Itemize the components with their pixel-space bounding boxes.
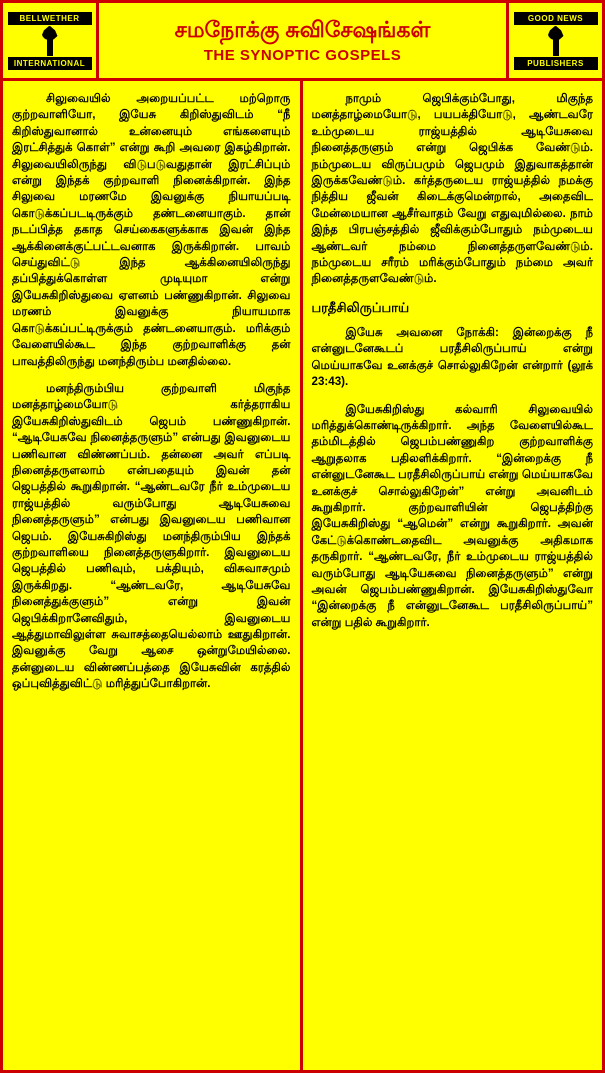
goodnews-name-band: GOOD NEWS	[514, 12, 598, 25]
page-title	[99, 3, 506, 78]
paragraph: இயேசுகிறிஸ்து கல்வாரி சிலுவையில் மரித்துக்கொண்டிருக்கிறார். அந்த வேளையில்கூட தம்மிடத்தில் ஜெபம்பண்ணுகிற குற்றவாளிக்கு ஆறுதலாக பதிலளிக்கிறார். “இன்றைக்கு நீ என்னுடனேகூட பரதீசிலிருப்பாய் என்று மெய்யாகவே உனக்குச் சொல்லுகிறேன்” என்று அவனிடம் கூறுகிறார். குற்றவாளியின் ஜெபத்திற்கு இயேசுகிறிஸ்து “ஆமென்” என்று கூறுகிறார். அவன் கேட்டுக்கொண்டதைவிட அவனுக்கு அதிகமாக தருகிறார். “ஆண்டவரே, நீர் உம்முடைய ராஜ்யத்தில் வரும்போது ஆடியேசுவை நினைத்தருளும்” என்று அவன் ஜெபம்பண்ணுகிறான். இயேசுகிறிஸ்துவோ “இன்றைக்கு நீ என்னுடனேகூட பரதீசிலிருப்பாய்” என்று பதில் கூறுகிறார்.	[311, 402, 593, 629]
publisher-logo-left	[3, 3, 99, 78]
bellwether-sub-band: INTERNATIONAL	[8, 57, 92, 70]
section-subheading: பரதீசிலிருப்பாய்	[311, 299, 410, 315]
title-tamil: சமநோக்கு சுவிசேஷங்கள்	[174, 17, 431, 42]
torch-emblem-icon	[543, 26, 569, 56]
right-column	[303, 81, 603, 1070]
article-body	[3, 81, 602, 1070]
title-english: THE SYNOPTIC GOSPELS	[203, 47, 402, 64]
paragraph: நாமும் ஜெபிக்கும்போது, மிகுந்த மனத்தாழ்மையோடு, பயபக்தியோடு, ஆண்டவரே உம்முடைய ராஜ்யத்தில் ஆடியேசுவை நினைத்தருளும் என்று ஜெபிக்க வேண்டும். நம்முடைய விருப்பமும் ஜெபமும் இதுவாகத்தான் இருக்கவேண்டும். கர்த்தருடைய ராஜ்யத்தில் நமக்கு நித்திய ஜீவன் கிடைக்குமென்றால், அதைவிட மேன்மையான ஆசீர்வாதம் வேறு எதுவுமில்லை. நாம் இந்த பிரபஞ்சத்தில் ஜீவிக்கும்போதும் நம்முடைய ஆண்டவர் நம்மை நினைத்தருளவேண்டும். நம்முடைய சரீரம் மரிக்கும்போதும் நம்மை அவர் நினைத்தருளவேண்டும்.	[311, 92, 593, 286]
torch-emblem-icon	[37, 26, 63, 56]
left-column	[3, 81, 303, 1070]
scripture-verse: இயேசு அவனை நோக்கி: இன்றைக்கு நீ என்னுடனேகூடப் பரதீசிலிருப்பாய் என்று மெய்யாகவே உனக்குச் சொல்லுகிறேன் என்றார் (லூக் 23:43).	[311, 325, 593, 389]
publisher-logo-right	[506, 3, 602, 78]
bellwether-name-band: BELLWETHER	[8, 12, 92, 25]
paragraph: மனந்திரும்பிய குற்றவாளி மிகுந்த மனத்தாழ்மையோடு கர்த்தராகிய இயேசுகிறிஸ்துவிடம் ஜெபம் பண்ணுகிறான். “ஆடியேசுவே நினைத்தருளும்” என்பது இவனுடைய பணிவான விண்ணப்பம். தன்னை அவர் எப்படி நினைத்தருளலாம் என்பதையும் இவன் தன் ஜெபத்தில் கூறுகிறான். “ஆண்டவரே நீர் உம்முடைய ராஜ்யத்தில் வரும்போது ஆடியேசுவை நினைத்தருளும்” என்பது இவனுடைய பணிவான ஜெபம். இயேசுகிறிஸ்து மனந்திரும்பிய இந்தக் குற்றவாளியை நினைத்தருளுகிறார். இவனுடைய ஜெபத்தில் பணிவும், பக்தியும், விசுவாசமும் இருக்கிறது. “ஆண்டவரே, ஆடியேசுவே நினைத்துக்குளும்” என்று இவன் ஜெபிக்கிறானேவிதும், இவனுடைய ஆத்துமாவிலுள்ள சுவாசத்தையெல்லாம் ஊதுகிறான். இவனுக்கு வேறு ஆசை ஒன்றுமேயில்லை. தன்னுடைய விண்ணப்பத்தை இயேசுவின் கரத்தில் ஒப்புவித்துவிட்டு மரித்துப்போகிறான்.	[12, 381, 291, 691]
paragraph: சிலுவையில் அறையப்பட்ட மற்றொரு குற்றவாளியோ, இயேசு கிறிஸ்துவிடம் “நீ கிறிஸ்துவானால் உன்னையும் எங்களையும் இரட்சித்துக் கொள்” என்று கூறி அவரை இகழ்கிறான். சிலுவையிலிருந்து விடுபடுவதுதான் இரட்சிப்பும் என்று இந்தக் குற்றவாளி நினைக்கிறான். இந்த சிலுவை மரணமே இவனுக்கு நியாயப்படி கொடுக்கப்படடிருக்கும் தண்டனையாகும். தான் நடப்பித்த தகாத செய்கைகளுக்காக இவன் இந்த ஆக்கினைக்குட்பட்டவனாக இருக்கிறான். பாவம் செய்துவிட்டு இந்த ஆக்கினையிலிருந்து தப்பித்துக்கொள்ள முடியுமா என்று இயேசுகிறிஸ்துவை ஏளனம் பண்ணுகிறான். சிலுவை மரணம் இவனுக்கு நியாயமாக கொடுக்கப்பட்டிருக்கும் தண்டனையாகும். மரிக்கும் வேளையில்கூட இந்த குற்றவாளிக்கு தன் பாவத்திலிருந்து மனந்திரும்ப மனதில்லை.	[12, 92, 291, 368]
goodnews-sub-band: PUBLISHERS	[514, 57, 598, 70]
page-header	[3, 3, 602, 81]
